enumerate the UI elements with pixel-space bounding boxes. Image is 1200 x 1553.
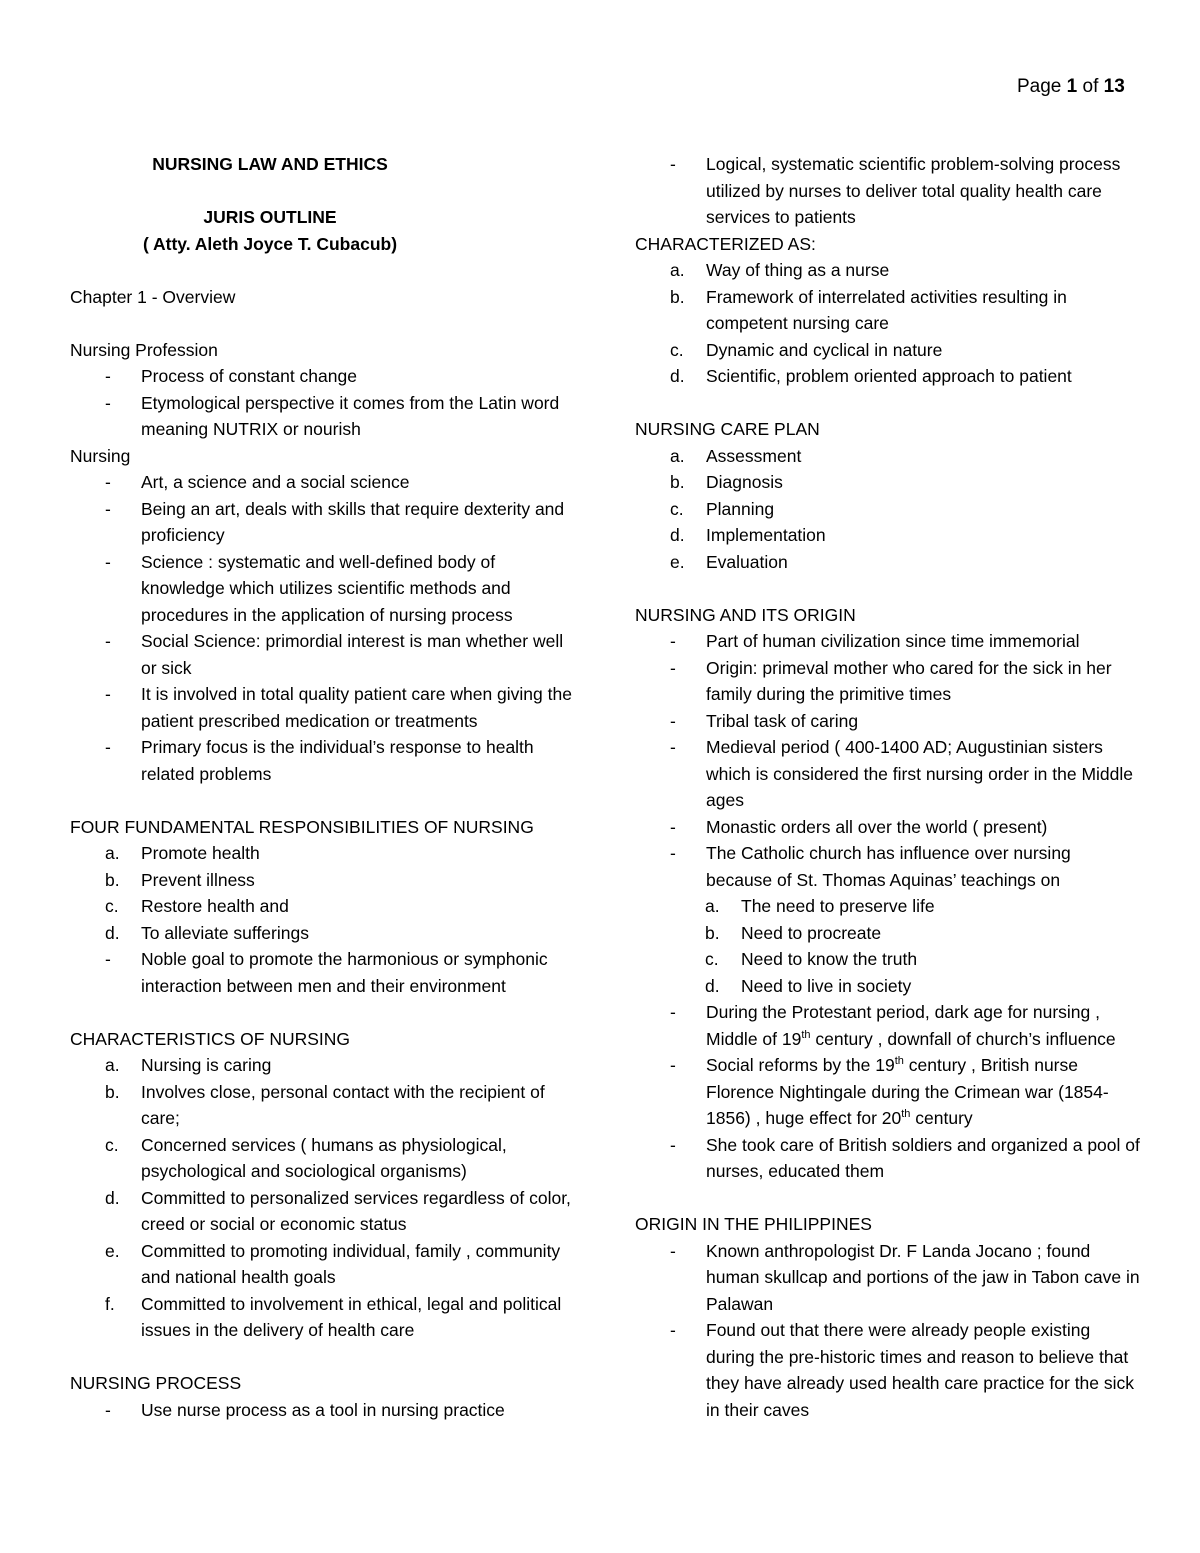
list-item-text: Monastic orders all over the world ( present) — [706, 816, 1048, 837]
section-heading-philippines: ORIGIN IN THE PHILIPPINES — [635, 1214, 872, 1234]
list-marker: - — [105, 949, 111, 969]
page-number: Page 1 of 13 — [1017, 76, 1125, 97]
list-item — [635, 1238, 1140, 1318]
list-item-text: Committed to involvement in ethical, legal and political issues in the delivery of health care — [141, 1293, 562, 1340]
list-marker: b. — [705, 922, 720, 943]
list-item-text: Tribal task of caring — [706, 710, 859, 731]
list-item-text: Promote health — [141, 843, 260, 863]
list-item — [70, 734, 575, 787]
list-marker: b. — [105, 1081, 120, 1102]
list-item-text: Need to procreate — [741, 922, 882, 943]
nursing-process-list — [70, 1397, 575, 1424]
list-item — [635, 628, 1140, 655]
list-item-text: Implementation — [706, 525, 826, 545]
list-marker: d. — [705, 975, 720, 996]
list-marker: - — [105, 472, 111, 492]
list-item — [635, 734, 1140, 814]
list-item-text: Noble goal to promote the harmonious or symphonic interaction between men and their environment — [141, 949, 548, 996]
list-item — [70, 1185, 575, 1238]
section-heading-characteristics: CHARACTERISTICS OF NURSING — [70, 1028, 351, 1049]
list-item-text: Need to know the truth — [741, 949, 918, 969]
list-item-text: Part of human civilization since time immemorial — [706, 631, 1080, 651]
list-marker: d. — [105, 922, 120, 943]
list-item — [635, 443, 1140, 470]
author-line: ( Atty. Aleth Joyce T. Cubacub) — [142, 233, 398, 254]
list-marker: d. — [105, 1187, 120, 1208]
list-item-text: Scientific, problem oriented approach to patient — [706, 366, 1072, 386]
list-item — [635, 708, 1140, 735]
list-marker: c. — [670, 339, 684, 360]
list-item-text: Social reforms by the 19th century , British nurse Florence Nightingale during the Crimean war (1854-1856) , huge effect for 20th century — [706, 1055, 1109, 1128]
list-marker: - — [105, 631, 111, 651]
list-marker: e. — [105, 1240, 120, 1261]
list-marker: - — [670, 631, 676, 651]
list-marker: b. — [105, 869, 120, 890]
section-heading-nursing-profession: Nursing Profession — [70, 339, 218, 360]
list-marker: b. — [670, 286, 685, 307]
list-marker: - — [105, 498, 111, 519]
list-item: - Logical, systematic scientific problem-solving process utilized by nurses to deliver total quality health care services to patients — [635, 151, 1140, 231]
list-item-text: During the Protestant period, dark age for nursing , Middle of 19th century , downfall of church’s influence — [706, 1002, 1116, 1049]
list-item — [635, 284, 1140, 337]
list-item-text: Known anthropologist Dr. F Landa Jocano ; found human skullcap and portions of the jaw in Tabon cave in Palawan — [706, 1240, 1140, 1314]
list-item — [70, 628, 575, 681]
list-item-text: Origin: primeval mother who cared for the sick in her family during the primitive times — [706, 657, 1112, 704]
list-item-text: Social Science: primordial interest is man whether well or sick — [141, 631, 564, 678]
list-marker: a. — [105, 1055, 120, 1075]
list-item — [635, 549, 1140, 576]
list-item-text: Prevent illness — [141, 869, 255, 890]
section-heading-nursing-process: NURSING PROCESS — [70, 1373, 242, 1393]
list-item-text: Framework of interrelated activities resulting in competent nursing care — [706, 286, 1067, 333]
nursing-list — [70, 469, 575, 787]
list-marker: - — [105, 551, 111, 572]
section-heading-origin: NURSING AND ITS ORIGIN — [635, 604, 856, 625]
list-marker: - — [105, 366, 111, 386]
list-item-text: The need to preserve life — [741, 896, 935, 916]
list-marker: a. — [670, 260, 685, 280]
list-item — [70, 893, 575, 920]
document-title-block — [70, 151, 470, 257]
list-item-text: It is involved in total quality patient care when giving the patient prescribed medication or treatments — [141, 684, 572, 731]
list-item-text: Process of constant change — [141, 366, 357, 386]
list-item — [70, 390, 575, 443]
characteristics-list — [70, 1052, 575, 1344]
care-plan-list — [635, 443, 1140, 576]
list-item — [635, 840, 1140, 893]
list-item-text: Restore health and — [141, 896, 289, 916]
list-item-text: To alleviate sufferings — [141, 922, 309, 943]
list-item-text: Medieval period ( 400-1400 AD; Augustinian sisters which is considered the first nursing order in the Middle ages — [706, 737, 1134, 810]
list-item — [635, 920, 1140, 947]
list-item — [70, 920, 575, 947]
list-marker: - — [670, 1320, 676, 1340]
list-item-text: She took care of British soldiers and organized a pool of nurses, educated them — [706, 1134, 1140, 1181]
right-column — [635, 151, 1140, 1423]
list-marker: - — [670, 843, 676, 863]
list-item — [70, 681, 575, 734]
list-item-text: Etymological perspective it comes from the Latin word meaning NUTRIX or nourish — [141, 392, 560, 439]
list-marker: b. — [670, 472, 685, 492]
characterized-list — [635, 257, 1140, 390]
list-item — [70, 1132, 575, 1185]
list-item — [635, 946, 1140, 973]
list-item-text: Nursing is caring — [141, 1055, 272, 1075]
list-item — [635, 469, 1140, 496]
list-item — [70, 1397, 575, 1424]
nursing-profession-list — [70, 363, 575, 443]
list-item-text: Committed to personalized services regardless of color, creed or social or economic status — [141, 1187, 571, 1234]
list-marker: - — [670, 1240, 676, 1261]
list-item — [635, 1317, 1140, 1423]
list-item: - Social reforms by the 19th century , British nurse Florence Nightingale during the Crimean war (1854-1856) , huge effect for 20th century — [635, 1052, 1140, 1132]
list-item — [635, 522, 1140, 549]
list-marker: - — [105, 392, 111, 413]
document-title: NURSING LAW AND ETHICS — [152, 154, 388, 174]
list-item-text: Committed to promoting individual, family , community and national health goals — [141, 1240, 561, 1287]
four-responsibilities-list — [70, 840, 575, 999]
list-marker: e. — [670, 551, 685, 572]
list-item — [70, 1291, 575, 1344]
list-item — [635, 814, 1140, 841]
list-marker: c. — [670, 498, 684, 519]
list-item-text: Planning — [706, 498, 775, 519]
list-marker: a. — [705, 896, 720, 916]
section-heading-four-responsibilities: FOUR FUNDAMENTAL RESPONSIBILITIES OF NURSING — [70, 816, 534, 837]
list-marker: c. — [105, 896, 119, 916]
list-item — [70, 469, 575, 496]
list-item-text: Science : systematic and well-defined body of knowledge which utilizes scientific methods and procedures in the application of nursing process — [141, 551, 513, 625]
list-marker: - — [105, 684, 111, 704]
section-heading-characterized: CHARACTERIZED AS: — [635, 233, 816, 254]
list-item-text: The Catholic church has influence over nursing because of St. Thomas Aquinas’ teachings on — [706, 843, 1071, 890]
list-item — [635, 973, 1140, 1000]
left-column — [70, 151, 575, 1423]
outline-title: JURIS OUTLINE — [203, 207, 337, 227]
list-item — [635, 337, 1140, 364]
list-item-text: Need to live in society — [741, 975, 912, 996]
list-marker: - — [105, 737, 111, 757]
list-item-text: Involves close, personal contact with the recipient of care; — [141, 1081, 545, 1128]
list-marker: d. — [670, 366, 685, 386]
list-marker: a. — [105, 843, 120, 863]
list-marker: c. — [105, 1134, 119, 1155]
list-marker: c. — [705, 949, 719, 969]
list-item — [70, 549, 575, 629]
list-item-text: Use nurse process as a tool in nursing practice — [141, 1399, 505, 1420]
list-item — [70, 867, 575, 894]
list-item: - During the Protestant period, dark age for nursing , Middle of 19th century , downfall of church’s influence — [635, 999, 1140, 1052]
list-item — [70, 363, 575, 390]
section-heading-nursing: Nursing — [70, 445, 131, 466]
list-item — [635, 893, 1140, 920]
list-marker: - — [105, 1399, 111, 1420]
list-marker: - — [670, 710, 676, 731]
list-item — [70, 1052, 575, 1079]
list-marker: f. — [105, 1293, 115, 1314]
list-item — [635, 257, 1140, 284]
list-item — [70, 1079, 575, 1132]
list-marker: - — [670, 737, 676, 757]
origin-list — [635, 628, 1140, 893]
list-item-text: Dynamic and cyclical in nature — [706, 339, 943, 360]
list-item — [635, 363, 1140, 390]
section-heading-care-plan: NURSING CARE PLAN — [635, 419, 820, 439]
chapter-heading: Chapter 1 - Overview — [70, 286, 236, 307]
list-item — [70, 946, 575, 999]
list-item — [70, 840, 575, 867]
list-item-text: Way of thing as a nurse — [706, 260, 890, 280]
list-item — [70, 1238, 575, 1291]
list-item-text: Evaluation — [706, 551, 788, 572]
list-item — [635, 496, 1140, 523]
list-item-text: Being an art, deals with skills that require dexterity and proficiency — [141, 498, 565, 545]
philippines-origin-list — [635, 1238, 1140, 1424]
list-item-text: Art, a science and a social science — [141, 472, 410, 492]
list-item: - She took care of British soldiers and organized a pool of nurses, educated them — [635, 1132, 1140, 1185]
list-marker: - — [670, 657, 676, 678]
list-marker: d. — [670, 525, 685, 545]
list-item-text: Diagnosis — [706, 472, 783, 492]
list-item-text: Logical, systematic scientific problem-solving process utilized by nurses to deliver total quality health care services to patients — [706, 154, 1121, 227]
list-item-text: Primary focus is the individual’s response to health related problems — [141, 737, 534, 784]
list-item-text: Found out that there were already people existing during the pre-historic times and reason to believe that they have already used health care practice for the sick in their caves — [706, 1320, 1135, 1420]
list-marker: a. — [670, 445, 685, 466]
list-item — [635, 655, 1140, 708]
list-marker: - — [670, 816, 676, 837]
list-item-text: Assessment — [706, 445, 802, 466]
list-item-text: Concerned services ( humans as physiological, psychological and sociological organisms) — [141, 1134, 507, 1181]
aquinas-teachings-list — [635, 893, 1140, 999]
list-item — [70, 496, 575, 549]
